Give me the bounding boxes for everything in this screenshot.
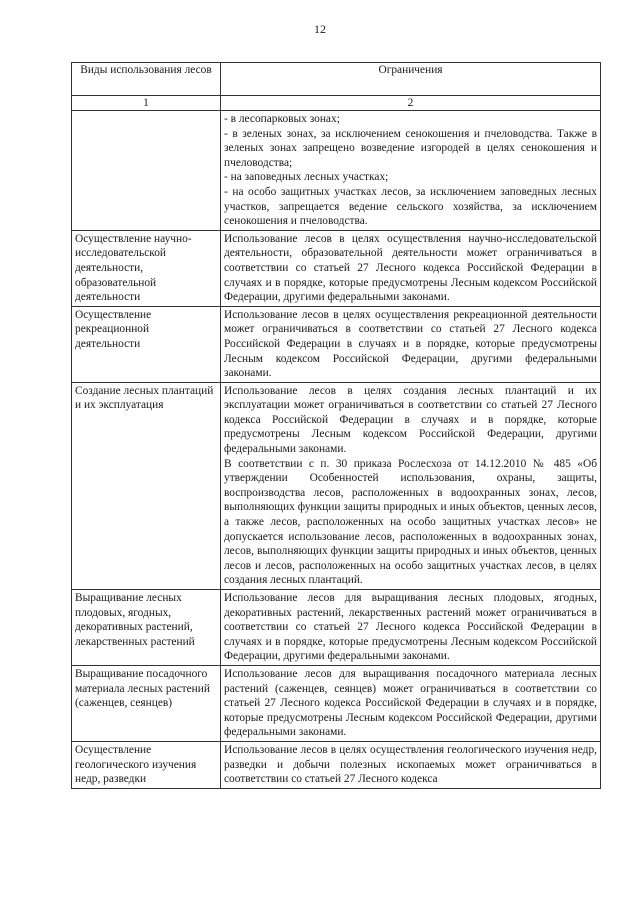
page-number: 12 (314, 22, 326, 36)
restriction-paragraph: Использование лесов в целях осуществления геологического изучения недр, разведки и добычи полезных ископаемых может ограничиваться в соответствии со статьей 27 Лесного кодекса (224, 743, 597, 786)
column-number-row (72, 96, 601, 111)
restriction-cell (221, 382, 601, 589)
restrictions-table (71, 62, 601, 789)
restriction-paragraph: В соответствии с п. 30 приказа Рослесхоза от 14.12.2010 № 485 «Об утверждении Особенностей использования, охраны, защиты, воспроизводства лесов, расположенных в водоохранных зонах, лесов, выполняющих функции защиты природных и иных объектов, ценных лесов, а также лесов, расположенных на особо защитных участках лесов» не допускается использование лесов, расположенных в водоохранных зонах, лесов, выполняющих функции защиты природных и иных объектов, ценных лесов и лесов, расположенных на особо защитных участках лесов, в целях создания лесных плантаций. (224, 457, 597, 587)
restriction-paragraph: Использование лесов для выращивания посадочного материала лесных растений (саженцев, сеянцев) может ограничиваться в соответствии со статьей 27 Лесного кодекса Российской Федерации в случаях и в порядке, которые предусмотрены Лесным кодексом Российской Федерации, другими федеральными законами. (224, 667, 597, 739)
table-row (72, 590, 601, 666)
restriction-paragraph: Использование лесов в целях осуществления рекреационной деятельности может ограничиваться в соответствии со статьей 27 Лесного кодекса Российской Федерации в случаях и в порядке, которые предусмотрены Лесным кодексом Российской Федерации, другими федеральными законами. (224, 308, 597, 380)
table-row (72, 382, 601, 589)
forest-use-type-cell: Осуществление геологического изучения недр, разведки (72, 741, 221, 788)
column-number-2: 2 (221, 96, 601, 111)
forest-use-type-cell: Осуществление научно-исследовательской деятельности, образовательной деятельности (72, 230, 221, 306)
restriction-cell (221, 665, 601, 741)
table-row (72, 306, 601, 382)
forest-use-type-cell: Выращивание лесных плодовых, ягодных, декоративных растений, лекарственных растений (72, 590, 221, 666)
header-forest-use-types: Виды использования лесов (72, 63, 221, 96)
table-row (72, 230, 601, 306)
restriction-paragraph: Использование лесов в целях осуществления научно-исследовательской деятельности, образовательной деятельности может ограничиваться в соответствии со статьей 27 Лесного кодекса Российской Федерации в случаях и в порядке, которые предусмотрены Лесным кодексом Российской Федерации, другими федеральными законами. (224, 232, 597, 304)
restriction-paragraph: Использование лесов в целях создания лесных плантаций и их эксплуатации может ограничиваться в соответствии со статьей 27 Лесного кодекса Российской Федерации в случаях и в порядке, которые предусмотрены Лесным кодексом Российской Федерации, другими федеральными законами. (224, 384, 597, 456)
restriction-paragraph: - на заповедных лесных участках; (224, 171, 389, 184)
restriction-cell (221, 741, 601, 788)
forest-use-type-cell: Создание лесных плантаций и их эксплуатация (72, 382, 221, 589)
forest-use-type-cell: Выращивание посадочного материала лесных растений (саженцев, сеянцев) (72, 665, 221, 741)
table-row (72, 741, 601, 788)
restriction-paragraph: - на особо защитных участках лесов, за исключением заповедных лесных участков, запрещается ведение сельского хозяйства, за исключением сенокошения и пчеловодства. (224, 185, 597, 228)
restriction-cell (221, 590, 601, 666)
table-row (72, 665, 601, 741)
restriction-paragraph: Использование лесов для выращивания лесных плодовых, ягодных, декоративных растений, лекарственных растений может ограничиваться в соответствии со статьей 27 Лесного кодекса Российской Федерации в случаях и в порядке, которые предусмотрены Лесным кодексом Российской Федерации, другими федеральными законами. (224, 592, 597, 663)
restriction-cell (221, 111, 601, 231)
restriction-cell (221, 306, 601, 382)
forest-use-type-cell (72, 111, 221, 231)
table-row (72, 111, 601, 231)
restriction-paragraph: - в лесопарковых зонах; (224, 113, 340, 125)
forest-use-type-cell: Осуществление рекреационной деятельности (72, 306, 221, 382)
column-number-1: 1 (72, 96, 221, 111)
restriction-paragraph: - в зеленых зонах, за исключением сенокошения и пчеловодства. Также в зеленых зонах запрещено возведение изгородей в целях сенокошения и пчеловодства; (224, 127, 597, 169)
header-restrictions: Ограничения (221, 63, 601, 96)
table-header-row (72, 63, 601, 96)
restriction-cell (221, 230, 601, 306)
table-body (72, 111, 601, 789)
